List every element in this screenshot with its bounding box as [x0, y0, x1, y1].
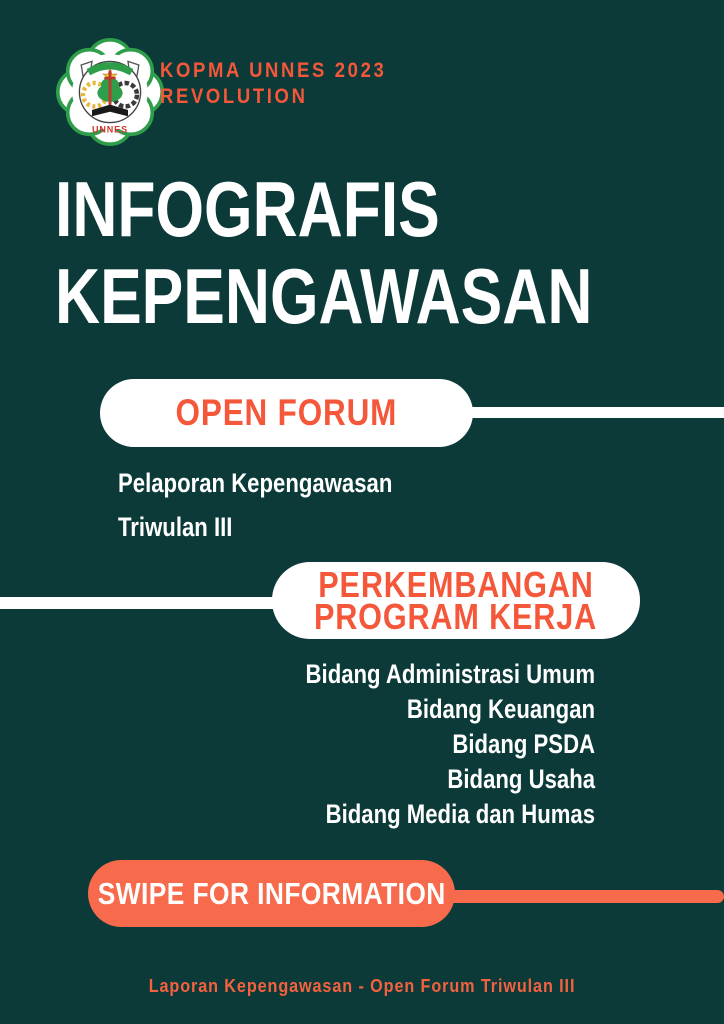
swipe-for-information-label: SWIPE FOR INFORMATION: [97, 875, 446, 911]
org-name-line-1: KOPMA UNNES 2023: [160, 59, 387, 82]
list-item-media-humas: Bidang Media dan Humas: [325, 799, 595, 829]
logo-unnes-label: UNNES: [91, 124, 129, 135]
swipe-for-information-button[interactable]: [88, 860, 455, 927]
footer-caption: [0, 976, 724, 997]
program-connector-line: [0, 597, 285, 609]
list-item-psda: Bidang PSDA: [452, 729, 595, 759]
kopma-unnes-emblem: [56, 38, 164, 146]
open-forum-connector-line: [455, 407, 724, 418]
program-label-line-1: PERKEMBANGAN: [318, 563, 594, 605]
program-division-list: [242, 657, 595, 832]
program-section-header: [272, 562, 640, 639]
page-title-line-2: KEPENGAWASAN: [55, 252, 593, 340]
list-item-usaha: Bidang Usaha: [447, 764, 595, 794]
open-forum-label: OPEN FORUM: [175, 392, 398, 433]
program-label-line-2: PROGRAM KERJA: [314, 595, 598, 637]
page-title-line-1: INFOGRAFIS: [55, 165, 440, 253]
open-forum-section-header: [100, 379, 473, 447]
org-name: [160, 58, 417, 110]
open-forum-caption-line-1: Pelaporan Kepengawasan: [118, 468, 393, 498]
list-item-administrasi-umum: Bidang Administrasi Umum: [305, 659, 595, 689]
kopma-unnes-logo-icon: [56, 38, 164, 146]
list-item-keuangan: Bidang Keuangan: [406, 694, 595, 724]
org-name-line-2: REVOLUTION: [160, 85, 308, 108]
swipe-connector-line: [450, 890, 724, 903]
footer-caption-text: Laporan Kepengawasan - Open Forum Triwulan III: [148, 976, 576, 996]
page-title: [55, 166, 724, 340]
open-forum-caption: [118, 461, 453, 549]
open-forum-caption-line-2: Triwulan III: [118, 512, 233, 542]
